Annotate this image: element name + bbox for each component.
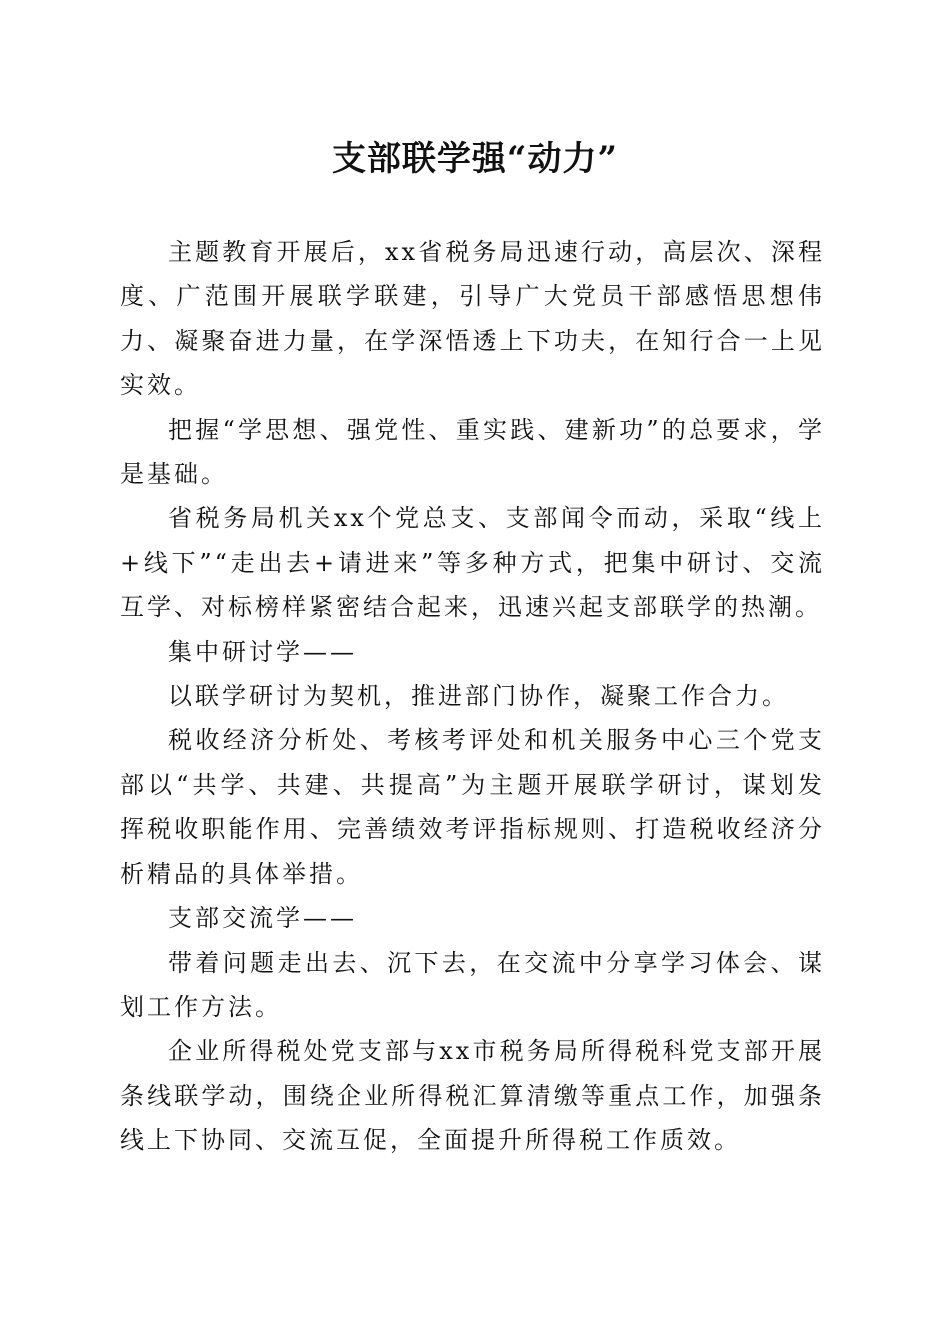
paragraph-collective-study-detail: 税收经济分析处、考核考评处和机关服务中心三个党支部以“共学、共建、共提高”为主题开展联学研讨，谋划发挥税收职能作用、完善绩效考评指标规则、打造税收经济分析精品的具体举措。	[120, 726, 825, 888]
paragraph-exchange-study-detail: 企业所得税处党支部与xx市税务局所得税科党支部开展条线联学动，围绕企业所得税汇算清缴等重点工作，加强条线上下协同、交流互促，全面提升所得税工作质效。	[120, 1037, 825, 1155]
section-heading-collective-study: 集中研讨学——	[168, 637, 357, 666]
document-title: 支部联学强“动力”	[331, 139, 619, 179]
document-body	[120, 230, 825, 1163]
section-heading-exchange-study: 支部交流学——	[168, 904, 357, 933]
paragraph-requirement: 把握“学思想、强党性、重实践、建新功”的总要求，学是基础。	[120, 415, 825, 489]
paragraph-exchange-study-summary: 带着问题走出去、沉下去，在交流中分享学习体会、谋划工作方法。	[120, 948, 825, 1021]
paragraph-collective-study-summary: 以联学研讨为契机，推进部门协作，凝聚工作合力。	[168, 682, 789, 711]
paragraph-branches-action: 省税务局机关xx个党总支、支部闻令而动，采取“线上+线下”“走出去+请进来”等多种方式，把集中研讨、交流互学、对标榜样紧密结合起来，迅速兴起支部联学的热潮。	[120, 504, 825, 622]
paragraph-intro: 主题教育开展后，xx省税务局迅速行动，高层次、深程度、广范围开展联学联建，引导广大党员干部感悟思想伟力、凝聚奋进力量，在学深悟透上下功夫，在知行合一上见实效。	[120, 238, 825, 400]
